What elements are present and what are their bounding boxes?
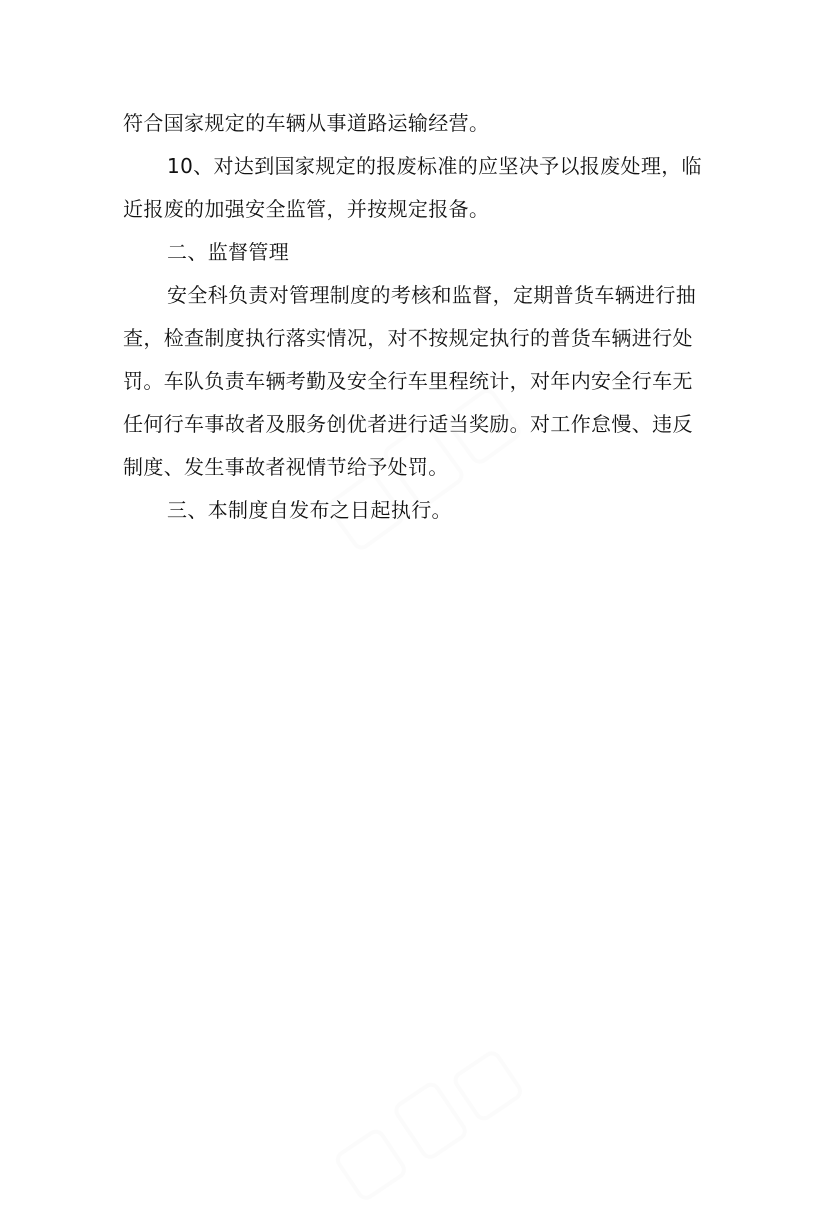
paragraph-scrap-standard: 10、对达到国家规定的报废标准的应坚决予以报废处理，临近报废的加强安全监管，并按规定报备。 (123, 154, 702, 221)
paragraph-vehicle-compliance-continuation: 符合国家规定的车辆从事道路运输经营。 (123, 111, 490, 135)
section-heading-supervision-management: 二、监督管理 (167, 240, 290, 264)
document-body (123, 102, 713, 532)
paragraph-supervision-details: 安全科负责对管理制度的考核和监督，定期普货车辆进行抽查，检查制度执行落实情况，对不按规定执行的普货车辆进行处罚。车队负责车辆考勤及安全行车里程统计，对年内安全行车无任何行车事故者及服务创优者进行适当奖励。对工作怠慢、违反制度、发生事故者视情节给予处罚。 (123, 283, 697, 479)
faint-bottom-watermark-mark (316, 1025, 543, 1214)
paragraph-effective-date: 三、本制度自发布之日起执行。 (167, 498, 452, 522)
